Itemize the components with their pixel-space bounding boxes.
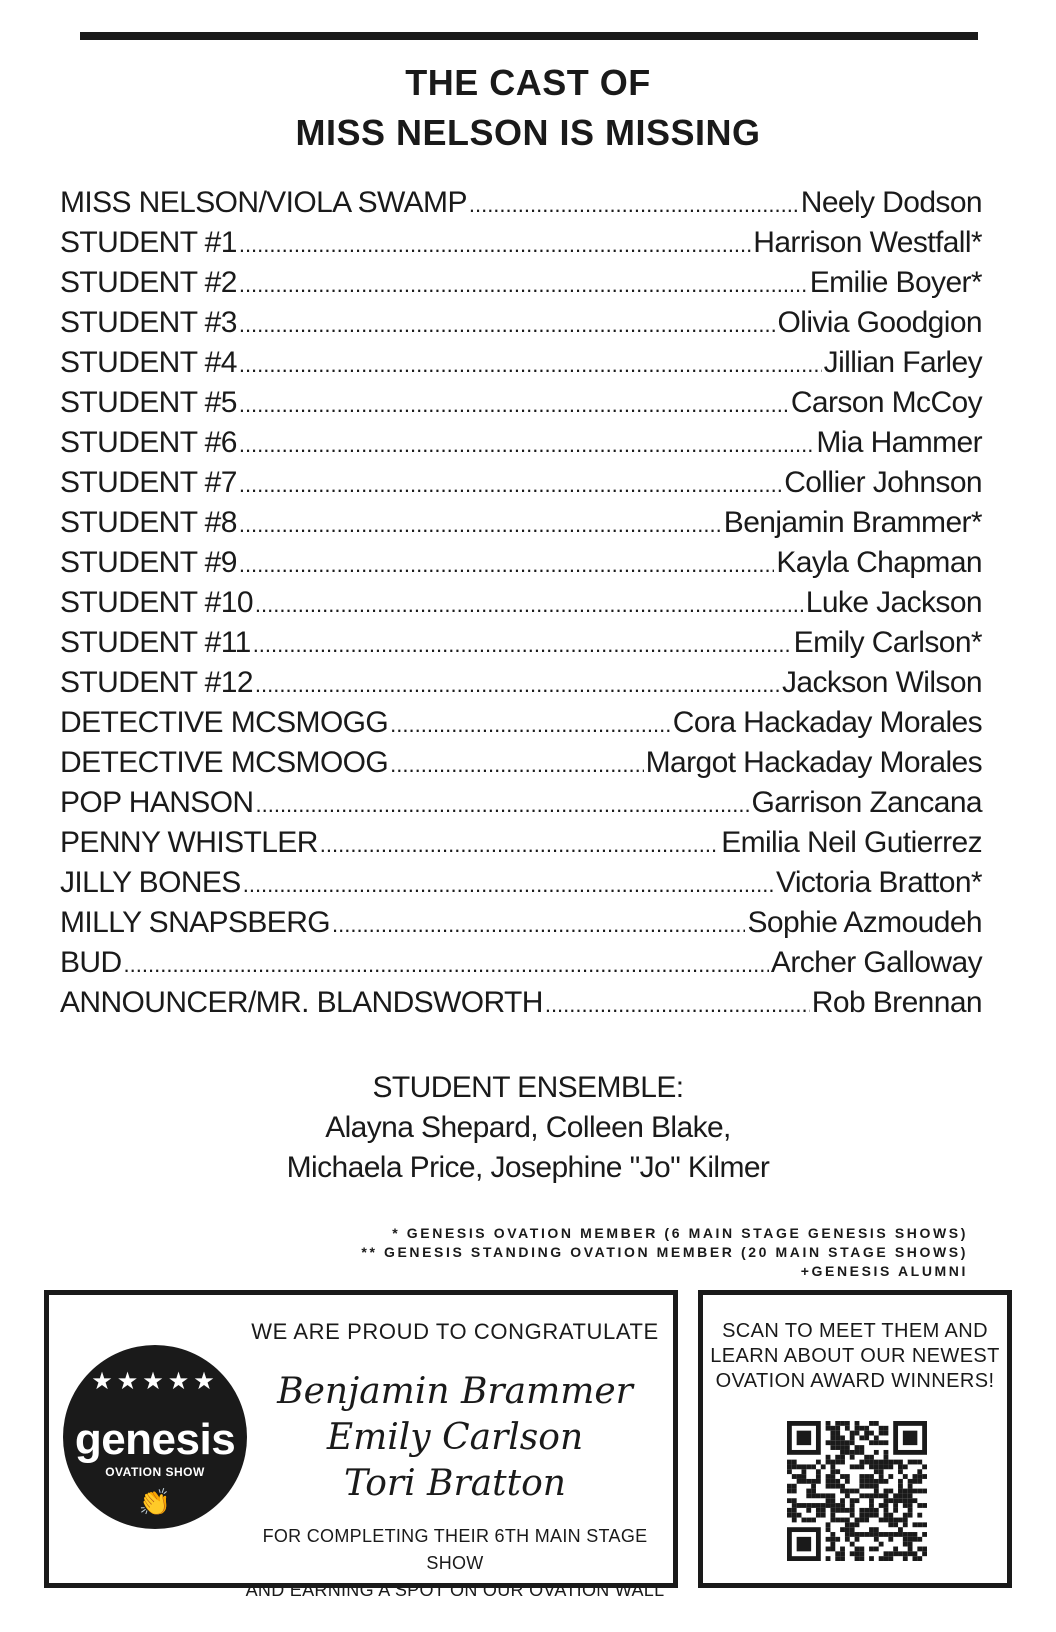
dot-leader: [239, 466, 782, 500]
ensemble-names-line-1: Alayna Shepard, Colleen Blake,: [325, 1111, 731, 1144]
genesis-logo: [63, 1345, 247, 1529]
role-name: STUDENT #11: [60, 626, 251, 659]
honoree-name: Emily Carlson: [326, 1417, 584, 1458]
dot-leader: [545, 986, 810, 1020]
dot-leader: [124, 946, 769, 980]
cast-row: [60, 386, 982, 426]
actor-name: Margot Hackaday Morales: [645, 746, 982, 779]
dot-leader: [239, 226, 751, 260]
scan-line-2: LEARN ABOUT OUR NEWEST: [710, 1345, 1000, 1367]
actor-name: Sophie Azmoudeh: [747, 906, 982, 939]
top-rule: [80, 32, 978, 40]
page-title: [0, 58, 1056, 158]
cast-row: [60, 826, 982, 866]
actor-name: Archer Galloway: [770, 946, 982, 979]
role-name: MISS NELSON/VIOLA SWAMP: [60, 186, 467, 219]
title-line-2: MISS NELSON IS MISSING: [295, 112, 761, 153]
role-name: STUDENT #10: [60, 586, 253, 619]
student-ensemble: [0, 1068, 1056, 1188]
actor-name: Victoria Bratton*: [775, 866, 982, 899]
footnotes: [361, 1224, 968, 1281]
actor-name: Benjamin Brammer*: [723, 506, 982, 539]
role-name: STUDENT #2: [60, 266, 237, 299]
role-name: STUDENT #5: [60, 386, 237, 419]
cast-row: [60, 866, 982, 906]
role-name: STUDENT #7: [60, 466, 237, 499]
footnote-alumni: +GENESIS ALUMNI: [800, 1263, 968, 1279]
role-name: STUDENT #6: [60, 426, 237, 459]
role-name: STUDENT #9: [60, 546, 237, 579]
role-name: BUD: [60, 946, 122, 979]
dot-leader: [390, 706, 671, 740]
cast-row: [60, 986, 982, 1026]
cast-row: [60, 186, 982, 226]
cast-row: [60, 706, 982, 746]
scan-line-1: SCAN TO MEET THEM AND: [722, 1320, 988, 1342]
clapping-hands-icon: 👏: [138, 1487, 172, 1517]
actor-name: Kayla Chapman: [776, 546, 982, 579]
role-name: STUDENT #12: [60, 666, 253, 699]
actor-name: Emilia Neil Gutierrez: [721, 826, 982, 859]
role-name: MILLY SNAPSBERG: [60, 906, 330, 939]
role-name: POP HANSON: [60, 786, 254, 819]
ensemble-heading: STUDENT ENSEMBLE:: [372, 1071, 684, 1104]
actor-name: Emily Carlson*: [793, 626, 982, 659]
cast-row: [60, 546, 982, 586]
honoree-names: [245, 1369, 665, 1507]
cast-row: [60, 626, 982, 666]
cast-row: [60, 506, 982, 546]
scan-line-3: OVATION AWARD WINNERS!: [715, 1370, 995, 1392]
title-line-1: THE CAST OF: [405, 62, 651, 103]
dot-leader: [253, 626, 792, 660]
role-name: STUDENT #1: [60, 226, 237, 259]
actor-name: Harrison Westfall*: [753, 226, 982, 259]
cast-row: [60, 426, 982, 466]
honoree-name: Tori Bratton: [344, 1463, 566, 1504]
actor-name: Jackson Wilson: [781, 666, 982, 699]
role-name: PENNY WHISTLER: [60, 826, 318, 859]
cast-list: [60, 186, 982, 1026]
dot-leader: [320, 826, 719, 860]
dot-leader: [255, 586, 804, 620]
actor-name: Garrison Zancana: [751, 786, 982, 819]
role-name: STUDENT #3: [60, 306, 237, 339]
ensemble-names-line-2: Michaela Price, Josephine "Jo" Kilmer: [286, 1151, 770, 1184]
dot-leader: [256, 786, 750, 820]
role-name: DETECTIVE MCSMOGG: [60, 706, 389, 739]
actor-name: Collier Johnson: [784, 466, 982, 499]
cast-row: [60, 466, 982, 506]
cast-row: [60, 346, 982, 386]
congratulations-box: [44, 1290, 678, 1600]
actor-name: Cora Hackaday Morales: [672, 706, 982, 739]
cast-row: [60, 586, 982, 626]
congrats-footer-line-1: FOR COMPLETING THEIR 6TH MAIN STAGE SHOW: [262, 1526, 648, 1573]
congrats-footer: [245, 1523, 665, 1604]
logo-subtitle: OVATION SHOW: [105, 1465, 205, 1479]
dot-leader: [239, 346, 822, 380]
cast-row: [60, 266, 982, 306]
cast-row: [60, 786, 982, 826]
dot-leader: [239, 426, 814, 460]
dot-leader: [390, 746, 644, 780]
dot-leader: [255, 666, 780, 700]
role-name: STUDENT #8: [60, 506, 237, 539]
dot-leader: [332, 906, 745, 940]
honoree-name: Benjamin Brammer: [277, 1371, 633, 1412]
role-name: JILLY BONES: [60, 866, 241, 899]
role-name: ANNOUNCER/MR. BLANDSWORTH: [60, 986, 543, 1019]
role-name: DETECTIVE MCSMOOG: [60, 746, 389, 779]
actor-name: Neely Dodson: [800, 186, 982, 219]
cast-row: [60, 666, 982, 706]
footnote-standing-ovation: ** GENESIS STANDING OVATION MEMBER (20 MAIN STAGE SHOWS): [361, 1244, 968, 1260]
congrats-footer-line-2: AND EARNING A SPOT ON OUR OVATION WALL: [245, 1580, 665, 1600]
logo-wordmark: genesis: [74, 1415, 236, 1464]
scan-box: [698, 1290, 1012, 1588]
footnote-ovation: * GENESIS OVATION MEMBER (6 MAIN STAGE GENESIS SHOWS): [392, 1225, 968, 1241]
actor-name: Jillian Farley: [823, 346, 982, 379]
qr-code-icon[interactable]: [787, 1421, 927, 1561]
actor-name: Carson McCoy: [790, 386, 982, 419]
actor-name: Mia Hammer: [816, 426, 982, 459]
actor-name: Rob Brennan: [811, 986, 982, 1019]
actor-name: Luke Jackson: [805, 586, 982, 619]
actor-name: Emilie Boyer*: [809, 266, 982, 299]
dot-leader: [239, 266, 808, 300]
cast-row: [60, 306, 982, 346]
congrats-heading: WE ARE PROUD TO CONGRATULATE: [251, 1319, 659, 1344]
cast-row: [60, 906, 982, 946]
scan-instructions: [703, 1319, 1007, 1394]
cast-row: [60, 746, 982, 786]
dot-leader: [239, 506, 722, 540]
dot-leader: [243, 866, 774, 900]
cast-row: [60, 226, 982, 266]
dot-leader: [239, 386, 789, 420]
actor-name: Olivia Goodgion: [777, 306, 982, 339]
cast-row: [60, 946, 982, 986]
stars-icon: ★★★★★: [91, 1368, 219, 1395]
dot-leader: [239, 546, 775, 580]
dot-leader: [239, 306, 776, 340]
role-name: STUDENT #4: [60, 346, 237, 379]
dot-leader: [469, 186, 799, 220]
